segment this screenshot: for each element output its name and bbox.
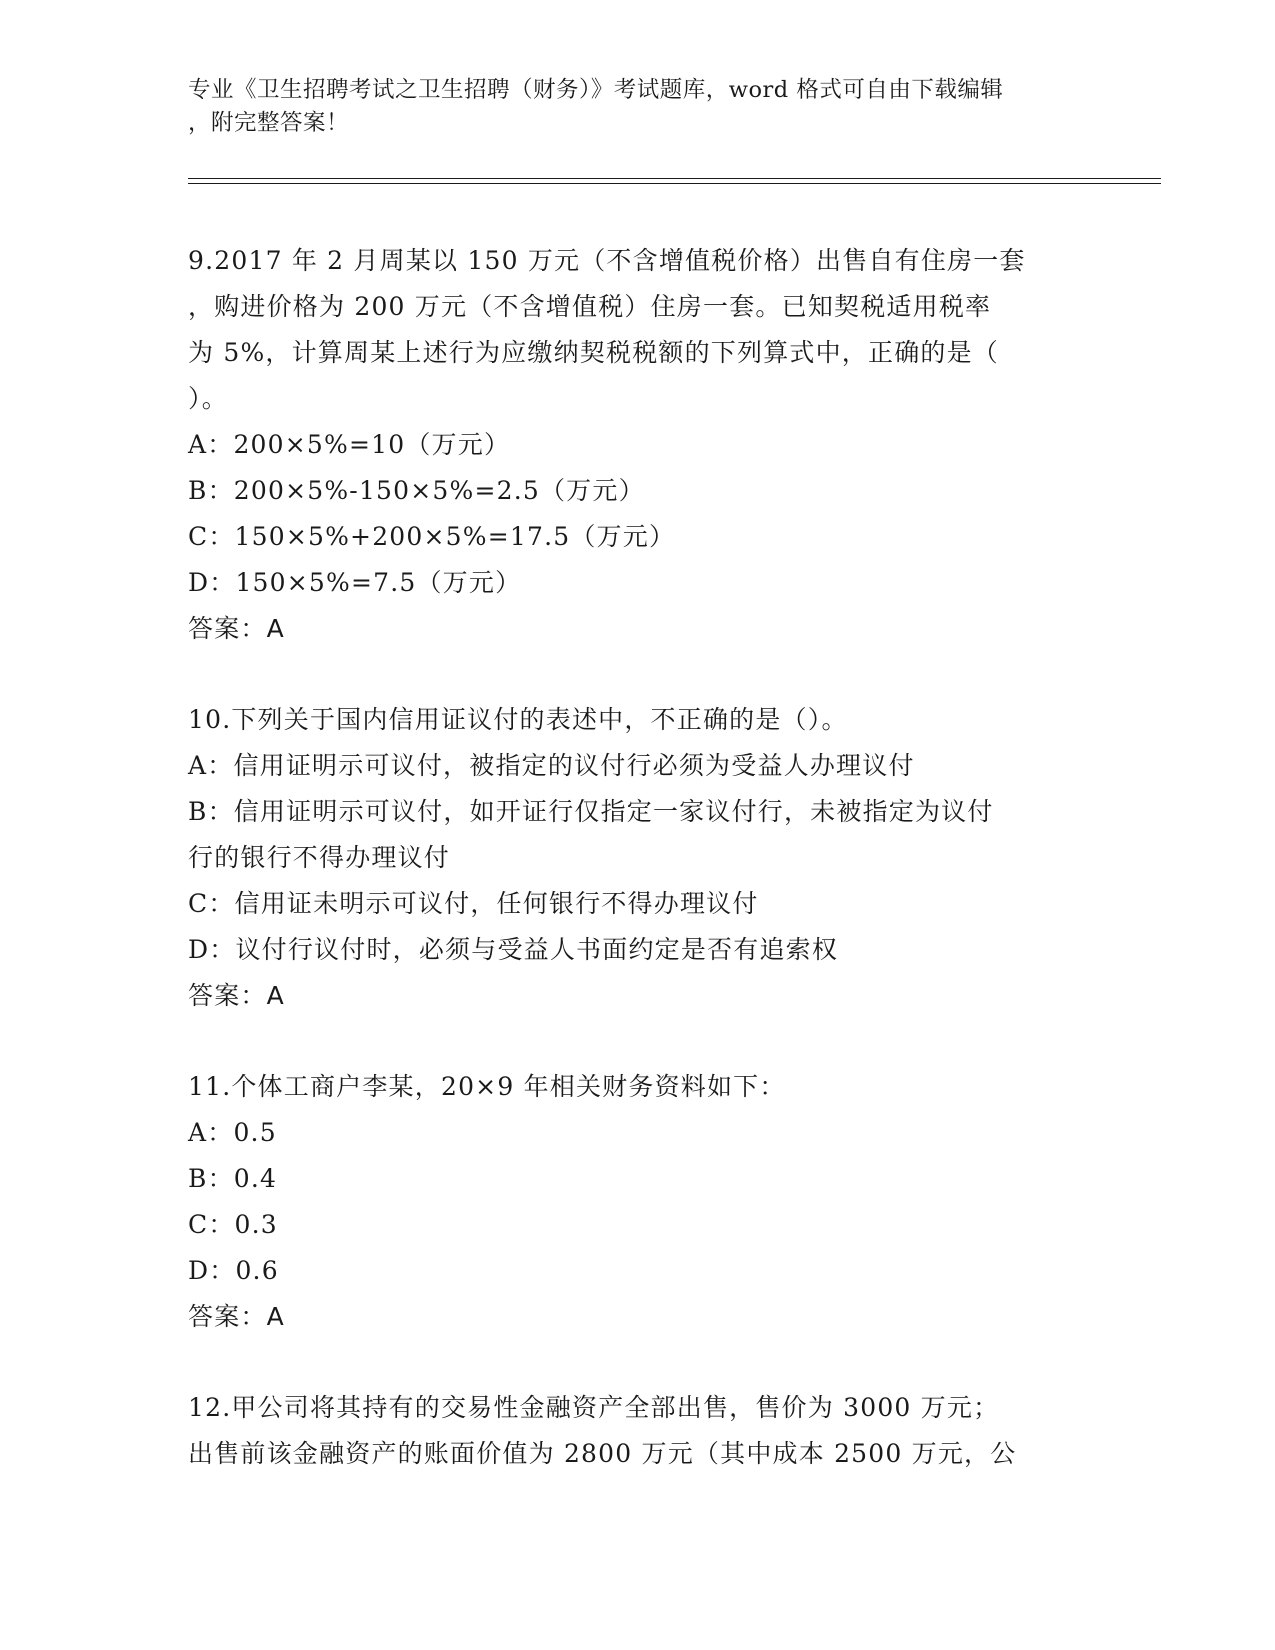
option-a: A：0.5: [188, 1118, 277, 1147]
option-b: B：信用证明示可议付，如开证行仅指定一家议付行，未被指定为议付: [188, 797, 994, 826]
header-divider-bottom: [188, 183, 1161, 184]
question-list: [188, 238, 1108, 1477]
question-10: [188, 697, 1108, 1019]
option-c: C：信用证未明示可议付，任何银行不得办理议付: [188, 889, 759, 918]
answer-line: 答案：A: [188, 981, 285, 1010]
question-stem-line: 10.下列关于国内信用证议付的表述中，不正确的是（）。: [188, 705, 848, 734]
header-line-1: 专业《卫生招聘考试之卫生招聘（财务）》考试题库，word 格式可自由下载编辑: [188, 77, 1004, 103]
question-stem-line: 9.2017 年 2 月周某以 150 万元（不含增值税价格）出售自有住房一套: [188, 246, 1026, 275]
question-stem-line: 出售前该金融资产的账面价值为 2800 万元（其中成本 2500 万元，公: [188, 1439, 1017, 1468]
question-stem-line: ）。: [188, 384, 228, 413]
question-spacer: [188, 1340, 1108, 1385]
question-spacer: [188, 652, 1108, 697]
option-d: D：0.6: [188, 1256, 279, 1285]
question-9: [188, 238, 1108, 652]
option-c: C：150×5%+200×5%=17.5（万元）: [188, 522, 676, 551]
option-b: B：0.4: [188, 1164, 278, 1193]
option-d: D：议付行议付时，必须与受益人书面约定是否有追索权: [188, 935, 839, 964]
question-stem-line: 12.甲公司将其持有的交易性金融资产全部出售，售价为 3000 万元；: [188, 1393, 1000, 1422]
question-stem-line: 为 5%，计算周某上述行为应缴纳契税税额的下列算式中，正确的是（: [188, 338, 1000, 367]
question-spacer: [188, 1019, 1108, 1064]
header-divider-top: [188, 178, 1161, 179]
answer-line: 答案：A: [188, 1302, 285, 1331]
document-header: [188, 74, 1088, 140]
answer-line: 答案：A: [188, 614, 285, 643]
header-line-2: ，附完整答案！: [188, 110, 350, 136]
question-stem-line: 11.个体工商户李某，20×9 年相关财务资料如下：: [188, 1072, 786, 1101]
option-b-continuation: 行的银行不得办理议付: [188, 843, 451, 872]
option-b: B：200×5%-150×5%=2.5（万元）: [188, 476, 645, 505]
question-11: [188, 1064, 1108, 1340]
option-a: A：信用证明示可议付，被指定的议付行必须为受益人办理议付: [188, 751, 915, 780]
question-stem-line: ，购进价格为 200 万元（不含增值税）住房一套。已知契税适用税率: [188, 292, 992, 321]
option-c: C：0.3: [188, 1210, 278, 1239]
question-12: [188, 1385, 1108, 1477]
option-d: D：150×5%=7.5（万元）: [188, 568, 522, 597]
option-a: A：200×5%=10（万元）: [188, 430, 511, 459]
